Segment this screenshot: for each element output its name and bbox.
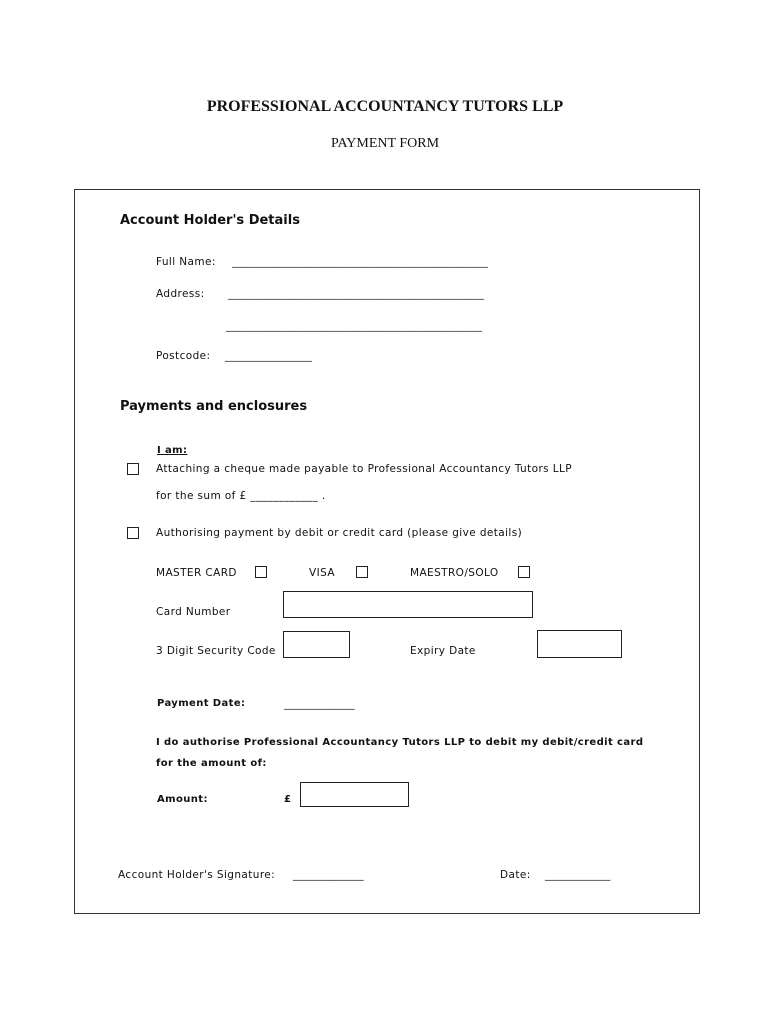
payments-heading: Payments and enclosures: [120, 399, 308, 414]
card-number-label: Card Number: [156, 606, 231, 618]
signature-field[interactable]: _____________: [293, 869, 364, 881]
postcode-field[interactable]: ________________: [225, 350, 313, 362]
form-title: PROFESSIONAL ACCOUNTANCY TUTORS LLP: [206, 98, 564, 115]
form-subtitle: PAYMENT FORM: [330, 136, 440, 151]
expiry-date-input[interactable]: [537, 630, 622, 658]
mastercard-checkbox[interactable]: [255, 566, 267, 578]
expiry-date-label: Expiry Date: [410, 645, 476, 657]
signature-label: Account Holder's Signature:: [118, 869, 276, 881]
address-field-2[interactable]: _______________________________________________: [226, 320, 483, 332]
security-code-label: 3 Digit Security Code: [156, 645, 276, 657]
security-code-input[interactable]: [283, 631, 350, 658]
visa-checkbox[interactable]: [356, 566, 368, 578]
cheque-sum-field[interactable]: for the sum of £ ____________ .: [156, 490, 326, 502]
signature-date-field[interactable]: ____________: [545, 869, 611, 881]
amount-label: Amount:: [157, 794, 208, 805]
cheque-checkbox[interactable]: [127, 463, 139, 475]
signature-date-label: Date:: [500, 869, 531, 881]
card-checkbox[interactable]: [127, 527, 139, 539]
currency-symbol: £: [284, 794, 292, 805]
authorise-text-1: I do authorise Professional Accountancy Tutors LLP to debit my debit/credit card: [156, 737, 644, 748]
card-type-visa-label: VISA: [309, 567, 335, 579]
authorise-text-2: for the amount of:: [156, 758, 267, 769]
card-option-label: Authorising payment by debit or credit card (please give details): [156, 527, 523, 539]
full-name-label: Full Name:: [156, 256, 216, 268]
amount-input[interactable]: [300, 782, 409, 807]
cheque-option-label: Attaching a cheque made payable to Professional Accountancy Tutors LLP: [156, 463, 572, 475]
card-type-mastercard-label: MASTER CARD: [156, 567, 237, 579]
account-heading: Account Holder's Details: [120, 213, 300, 228]
maestro-checkbox[interactable]: [518, 566, 530, 578]
card-number-input[interactable]: [283, 591, 533, 618]
full-name-field[interactable]: _______________________________________________: [232, 256, 489, 268]
address-field-1[interactable]: _______________________________________________: [228, 288, 485, 300]
payment-date-field[interactable]: _____________: [284, 698, 355, 710]
payment-date-label: Payment Date:: [157, 698, 246, 709]
postcode-label: Postcode:: [156, 350, 211, 362]
card-type-maestro-label: MAESTRO/SOLO: [410, 567, 499, 579]
address-label: Address:: [156, 288, 205, 300]
i-am-label: I am:: [157, 445, 188, 456]
